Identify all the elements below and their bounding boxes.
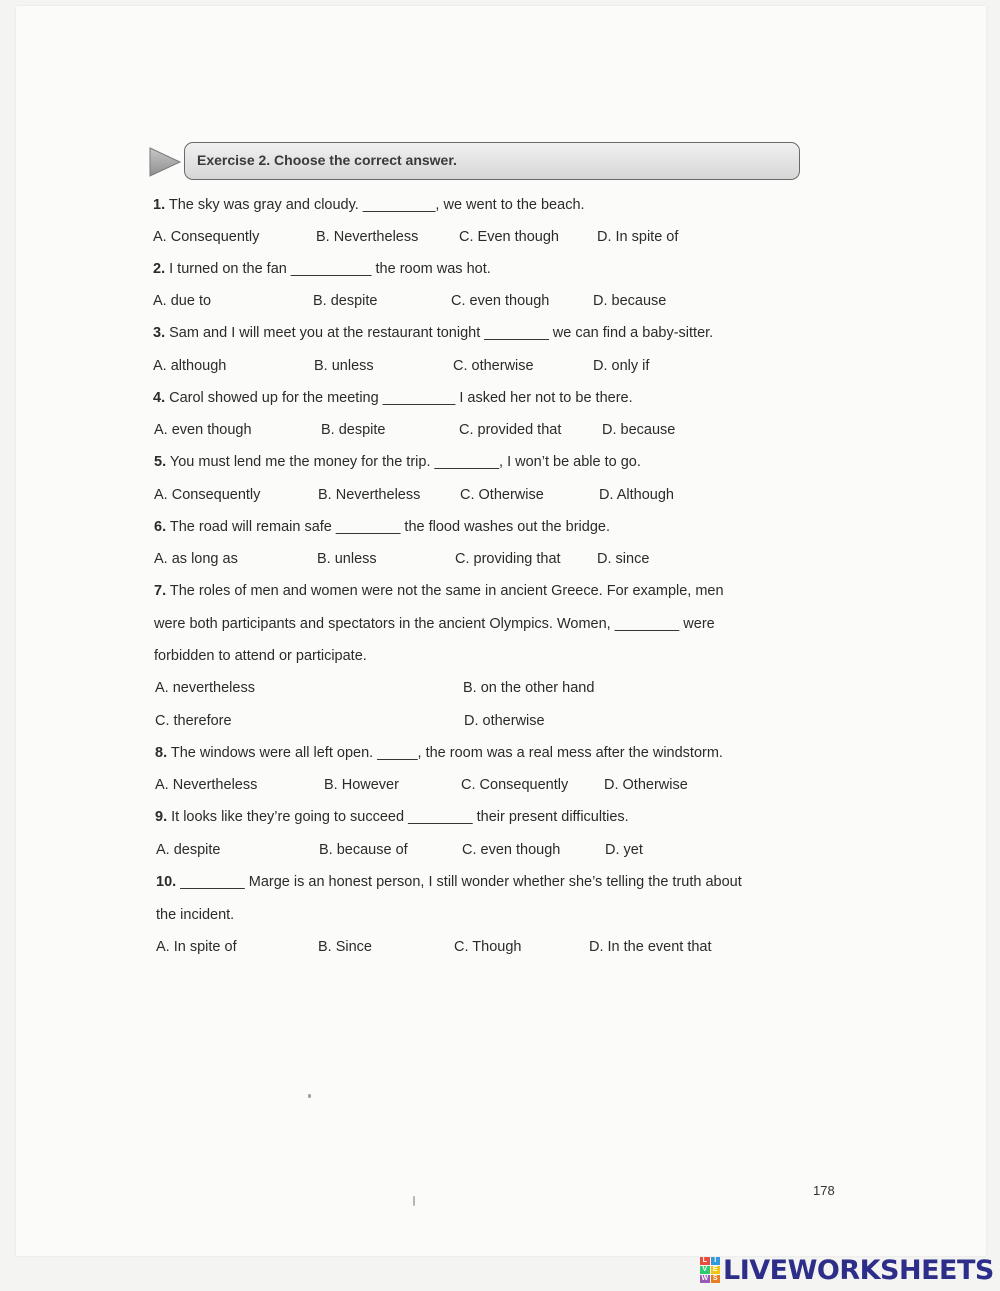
option-d[interactable]: D. because bbox=[602, 422, 676, 438]
option-c[interactable]: C. even though bbox=[462, 842, 561, 858]
option-c[interactable]: C. Even though bbox=[459, 229, 559, 245]
question-text: The windows were all left open. _____, the room was a real mess after the windstorm. bbox=[170, 745, 723, 761]
logo-letter: E bbox=[711, 1266, 721, 1274]
question-text: ________ Marge is an honest person, I still wonder whether she’s telling the truth about bbox=[180, 874, 742, 890]
option-b[interactable]: B. However bbox=[324, 777, 399, 793]
question-10-line-2: the incident. bbox=[156, 907, 235, 923]
option-d[interactable]: D. Otherwise bbox=[604, 777, 688, 793]
option-a[interactable]: A. as long as bbox=[154, 551, 238, 567]
page-number: 178 bbox=[813, 1183, 835, 1198]
question-4 bbox=[153, 389, 633, 407]
option-c[interactable]: C. otherwise bbox=[453, 358, 534, 374]
option-a[interactable]: A. despite bbox=[156, 842, 221, 858]
option-b[interactable]: B. despite bbox=[321, 422, 386, 438]
question-2 bbox=[153, 260, 491, 278]
question-8 bbox=[155, 744, 723, 762]
option-a[interactable]: A. due to bbox=[153, 293, 212, 309]
logo-letter: L bbox=[700, 1257, 710, 1265]
option-b[interactable]: B. Nevertheless bbox=[318, 487, 421, 503]
question-text: You must lend me the money for the trip. ________, I won’t be able to go. bbox=[169, 454, 641, 470]
option-d[interactable]: D. only if bbox=[593, 358, 650, 374]
option-d[interactable]: D. In the event that bbox=[589, 939, 712, 955]
question-number: 7. bbox=[154, 583, 167, 599]
exercise-header bbox=[148, 142, 800, 182]
exercise-title-box bbox=[184, 142, 800, 180]
option-c[interactable]: C. providing that bbox=[455, 551, 561, 567]
question-number: 4. bbox=[153, 390, 166, 406]
question-1 bbox=[153, 196, 585, 214]
option-a[interactable]: A. nevertheless bbox=[155, 680, 255, 696]
worksheet-page bbox=[16, 6, 986, 1256]
question-3 bbox=[153, 324, 713, 342]
question-9 bbox=[155, 808, 629, 826]
liveworksheets-logo-icon bbox=[700, 1257, 720, 1283]
logo-letter: I bbox=[711, 1257, 721, 1265]
question-number: 2. bbox=[153, 261, 166, 277]
option-c[interactable]: C. therefore bbox=[155, 713, 232, 729]
question-text: I turned on the fan __________ the room was hot. bbox=[169, 261, 491, 277]
option-a[interactable]: A. In spite of bbox=[156, 939, 237, 955]
question-5 bbox=[154, 453, 641, 471]
option-a[interactable]: A. Consequently bbox=[153, 229, 260, 245]
question-number: 6. bbox=[154, 519, 167, 535]
option-d[interactable]: D. since bbox=[597, 551, 650, 567]
question-text: Sam and I will meet you at the restaurant tonight ________ we can find a baby-sitter. bbox=[169, 325, 714, 341]
option-c[interactable]: C. Though bbox=[454, 939, 522, 955]
question-text: The roles of men and women were not the same in ancient Greece. For example, men bbox=[169, 583, 724, 599]
question-7-line-2: were both participants and spectators in the ancient Olympics. Women, ________ were bbox=[154, 616, 715, 632]
play-arrow-icon bbox=[148, 146, 182, 178]
option-a[interactable]: A. Consequently bbox=[154, 487, 261, 503]
option-a[interactable]: A. although bbox=[153, 358, 227, 374]
question-text: It looks like they’re going to succeed ________ their present difficulties. bbox=[171, 809, 629, 825]
option-a[interactable]: A. Nevertheless bbox=[155, 777, 258, 793]
question-number: 1. bbox=[153, 197, 166, 213]
option-d[interactable]: D. Although bbox=[599, 487, 674, 503]
question-number: 9. bbox=[155, 809, 168, 825]
question-7 bbox=[154, 582, 724, 600]
question-6 bbox=[154, 518, 610, 536]
logo-letter: W bbox=[701, 1275, 709, 1282]
option-c[interactable]: C. even though bbox=[451, 293, 550, 309]
option-a[interactable]: A. even though bbox=[154, 422, 252, 438]
option-c[interactable]: C. provided that bbox=[459, 422, 562, 438]
scan-speck bbox=[308, 1094, 311, 1098]
scan-speck bbox=[413, 1196, 415, 1206]
option-b[interactable]: B. on the other hand bbox=[463, 680, 595, 696]
option-b[interactable]: B. unless bbox=[317, 551, 377, 567]
question-number: 3. bbox=[153, 325, 166, 341]
question-text: Carol showed up for the meeting _________ I asked her not to be there. bbox=[169, 390, 633, 406]
option-d[interactable]: D. In spite of bbox=[597, 229, 679, 245]
logo-letter: S bbox=[711, 1275, 721, 1283]
option-d[interactable]: D. yet bbox=[605, 842, 643, 858]
logo-letter: V bbox=[700, 1266, 710, 1274]
question-10 bbox=[156, 873, 742, 891]
option-b[interactable]: B. Since bbox=[318, 939, 372, 955]
option-d[interactable]: D. otherwise bbox=[464, 713, 545, 729]
watermark-text: LIVEWORKSHEETS bbox=[723, 1254, 994, 1286]
option-b[interactable]: B. unless bbox=[314, 358, 374, 374]
option-c[interactable]: C. Otherwise bbox=[460, 487, 544, 503]
question-number: 5. bbox=[154, 454, 167, 470]
liveworksheets-watermark bbox=[700, 1255, 994, 1285]
exercise-title: Exercise 2. Choose the correct answer. bbox=[197, 152, 457, 168]
option-b[interactable]: B. Nevertheless bbox=[316, 229, 419, 245]
question-number: 10. bbox=[156, 874, 177, 890]
question-text: The road will remain safe ________ the flood washes out the bridge. bbox=[169, 519, 610, 535]
question-number: 8. bbox=[155, 745, 168, 761]
option-b[interactable]: B. because of bbox=[319, 842, 408, 858]
option-b[interactable]: B. despite bbox=[313, 293, 378, 309]
option-c[interactable]: C. Consequently bbox=[461, 777, 569, 793]
question-text: The sky was gray and cloudy. _________, we went to the beach. bbox=[168, 197, 585, 213]
option-d[interactable]: D. because bbox=[593, 293, 667, 309]
question-7-line-3: forbidden to attend or participate. bbox=[154, 648, 367, 664]
